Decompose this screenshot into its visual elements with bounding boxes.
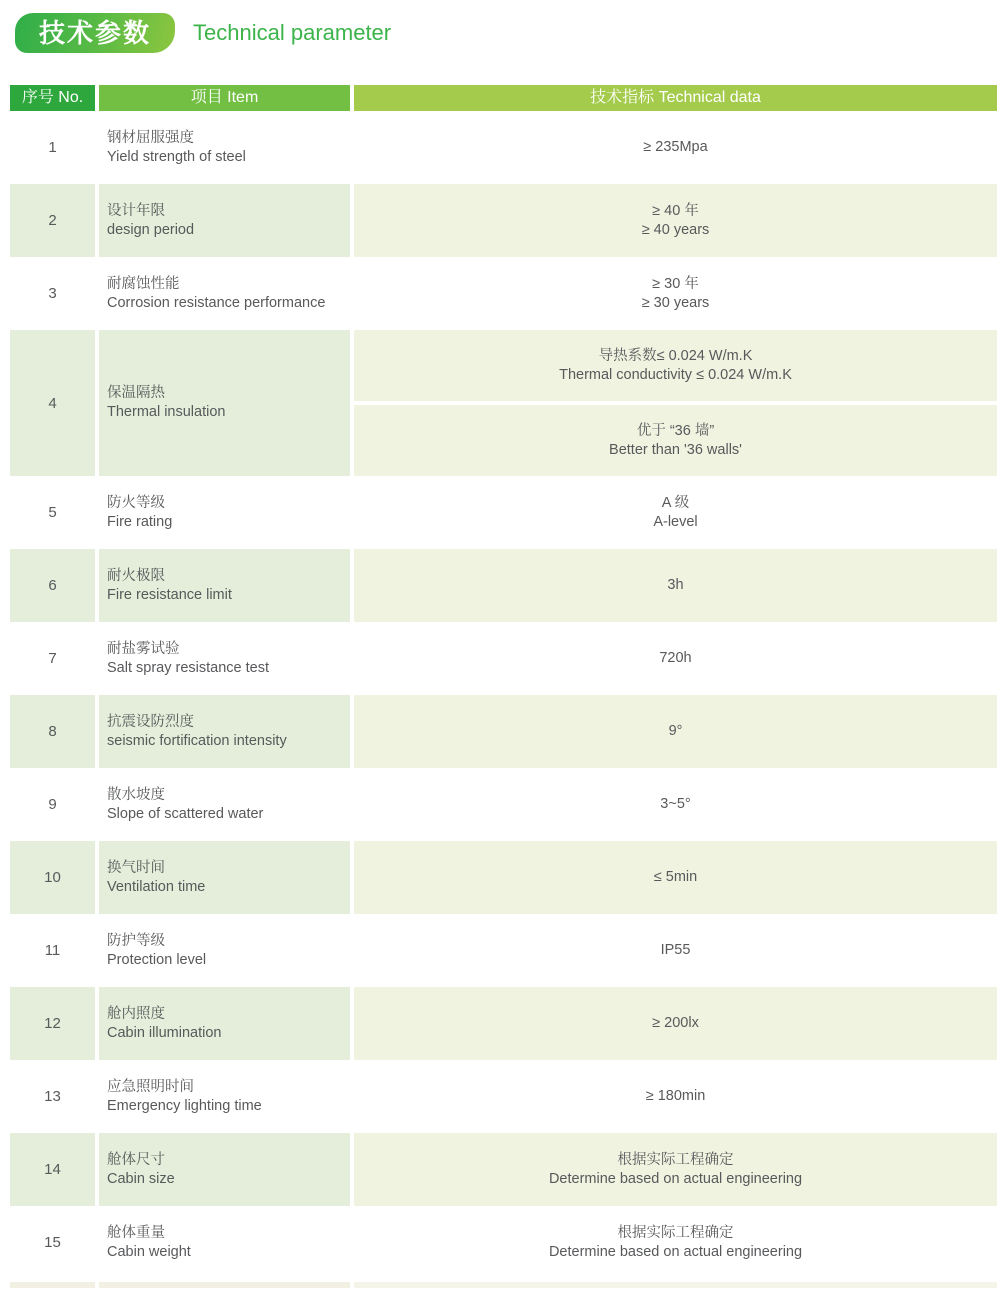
value-line: 根据实际工程确定	[617, 1224, 734, 1241]
value-cell	[354, 330, 997, 401]
data-cell	[354, 622, 997, 695]
table-row	[10, 622, 997, 695]
value-cell	[354, 184, 997, 257]
item-label-en: Fire rating	[107, 513, 173, 530]
next-row-partial-no	[10, 1282, 95, 1288]
item-label-zh: 舱内照度	[107, 1005, 165, 1022]
table-body	[10, 111, 997, 1279]
value-line: IP55	[660, 942, 691, 958]
value-line: A-level	[653, 513, 698, 530]
column-header-item: 项目 Item	[99, 85, 350, 111]
value-line: 720h	[659, 650, 692, 666]
value-line: ≤ 5min	[653, 869, 698, 885]
table-row	[10, 549, 997, 622]
item-label-en: Cabin illumination	[107, 1024, 222, 1041]
row-number: 1	[48, 139, 57, 156]
item-label-zh: 设计年限	[107, 202, 165, 219]
column-header-no: 序号 No.	[10, 85, 95, 111]
item-cell	[99, 987, 350, 1060]
item-label-zh: 耐腐蚀性能	[107, 275, 180, 292]
value-line: 3~5°	[660, 796, 691, 812]
row-number: 12	[10, 987, 95, 1060]
item-label-zh: 保温隔热	[107, 385, 165, 401]
next-row-partial-data	[354, 1282, 997, 1288]
row-number: 14	[10, 1133, 95, 1206]
value-line: A 级	[661, 494, 690, 511]
table-row	[10, 257, 997, 330]
value-line: 导热系数≤ 0.024 W/m.K	[598, 347, 753, 364]
item-label-en: design period	[107, 221, 195, 238]
item-cell	[99, 549, 350, 622]
data-cell	[354, 476, 997, 549]
item-label-zh: 换气时间	[107, 859, 165, 876]
item-label-en: Cabin weight	[107, 1243, 191, 1260]
item-label-zh: 钢材屈服强度	[107, 129, 194, 146]
item-label-zh: 抗震设防烈度	[107, 713, 194, 730]
value-cell	[354, 257, 997, 330]
item-label-zh: 耐火极限	[107, 567, 165, 584]
value-line: ≥ 200lx	[652, 1015, 699, 1031]
value-line: ≥ 235Mpa	[643, 139, 708, 155]
value-cell	[354, 1133, 997, 1206]
data-cell	[354, 987, 997, 1060]
column-header-data: 技术指标 Technical data	[354, 85, 997, 111]
data-cell	[354, 184, 997, 257]
value-line: Thermal conductivity ≤ 0.024 W/m.K	[559, 366, 792, 383]
value-line: 9°	[668, 723, 683, 739]
value-cell	[354, 768, 997, 841]
next-row-partial-item	[99, 1282, 350, 1288]
value-line: Determine based on actual engineering	[548, 1243, 803, 1260]
table-row	[10, 987, 997, 1060]
data-cell	[354, 257, 997, 330]
item-label-zh: 舱体重量	[107, 1224, 165, 1241]
item-cell	[99, 111, 350, 184]
value-cell	[354, 111, 997, 184]
row-number: 8	[10, 695, 95, 768]
table-row	[10, 1206, 997, 1279]
item-cell	[99, 622, 350, 695]
item-label-en: Emergency lighting time	[107, 1097, 262, 1114]
table-row	[10, 1133, 997, 1206]
row-number: 4	[10, 330, 95, 476]
table-row	[10, 184, 997, 257]
value-cell	[354, 914, 997, 987]
table-row	[10, 841, 997, 914]
row-number: 10	[10, 841, 95, 914]
row-number: 6	[10, 549, 95, 622]
row-number: 3	[48, 285, 57, 302]
table-header-row	[10, 85, 997, 111]
data-cell	[354, 768, 997, 841]
value-cell	[354, 622, 997, 695]
item-cell	[99, 768, 350, 841]
data-cell	[354, 1060, 997, 1133]
value-cell	[354, 1060, 997, 1133]
table-row	[10, 768, 997, 841]
table-row	[10, 330, 997, 476]
table-row	[10, 476, 997, 549]
value-cell	[354, 549, 997, 622]
value-cell	[354, 476, 997, 549]
data-cell	[354, 1206, 997, 1279]
item-label-en: Fire resistance limit	[107, 586, 232, 603]
data-cell	[354, 914, 997, 987]
technical-parameters-table	[10, 85, 997, 1288]
value-line: Better than '36 walls'	[609, 441, 742, 458]
item-label-en: Corrosion resistance performance	[107, 294, 326, 311]
item-label-en: Salt spray resistance test	[107, 659, 269, 676]
item-label-zh: 散水坡度	[107, 786, 165, 803]
value-line: ≥ 40 years	[641, 221, 710, 238]
value-line: ≥ 30 years	[641, 294, 710, 311]
table-row	[10, 695, 997, 768]
value-cell	[354, 401, 997, 476]
item-cell	[99, 184, 350, 257]
row-number: 11	[44, 942, 61, 959]
item-cell	[99, 1133, 350, 1206]
section-subtitle: Technical parameter	[193, 20, 392, 45]
item-cell	[99, 257, 350, 330]
value-cell	[354, 841, 997, 914]
data-cell	[354, 695, 997, 768]
value-line: ≥ 180min	[645, 1088, 706, 1104]
data-cell	[354, 549, 997, 622]
row-number: 5	[48, 504, 57, 521]
value-line: Determine based on actual engineering	[548, 1170, 803, 1187]
item-label-en: Ventilation time	[107, 878, 206, 895]
item-cell	[99, 841, 350, 914]
item-cell	[99, 1206, 350, 1279]
value-line: ≥ 30 年	[652, 275, 699, 292]
data-cell	[354, 111, 997, 184]
row-number: 2	[10, 184, 95, 257]
row-number: 15	[44, 1234, 61, 1251]
data-cell	[354, 841, 997, 914]
item-cell	[99, 1060, 350, 1133]
item-cell	[99, 695, 350, 768]
item-label-zh: 防护等级	[107, 932, 165, 949]
value-line: 根据实际工程确定	[617, 1151, 734, 1168]
next-row-partial	[10, 1282, 997, 1288]
item-label-en: Thermal insulation	[107, 404, 226, 420]
item-cell	[99, 476, 350, 549]
row-number: 13	[44, 1088, 61, 1105]
item-label-en: seismic fortification intensity	[107, 732, 287, 749]
item-label-zh: 耐盐雾试验	[107, 640, 180, 657]
section-header	[15, 13, 391, 53]
table-row	[10, 914, 997, 987]
value-line: ≥ 40 年	[652, 202, 699, 219]
table-row	[10, 111, 997, 184]
item-label-zh: 舱体尺寸	[107, 1151, 165, 1168]
row-number: 9	[48, 796, 57, 813]
value-line: 3h	[667, 577, 684, 593]
item-label-en: Protection level	[107, 951, 207, 968]
item-label-en: Slope of scattered water	[107, 805, 264, 822]
item-label-zh: 应急照明时间	[107, 1078, 194, 1095]
value-line: 优于 “36 墙”	[636, 422, 715, 439]
value-cell	[354, 1206, 997, 1279]
data-cell	[354, 330, 997, 476]
value-cell	[354, 987, 997, 1060]
table-row	[10, 1060, 997, 1133]
item-cell	[99, 914, 350, 987]
section-badge-label: 技术参数	[39, 18, 152, 48]
item-cell	[99, 330, 350, 476]
item-label-zh: 防火等级	[107, 494, 165, 511]
data-cell	[354, 1133, 997, 1206]
item-label-en: Cabin size	[107, 1170, 175, 1187]
row-number: 7	[48, 650, 57, 667]
value-cell	[354, 695, 997, 768]
section-badge	[15, 13, 175, 53]
item-label-en: Yield strength of steel	[107, 148, 246, 165]
